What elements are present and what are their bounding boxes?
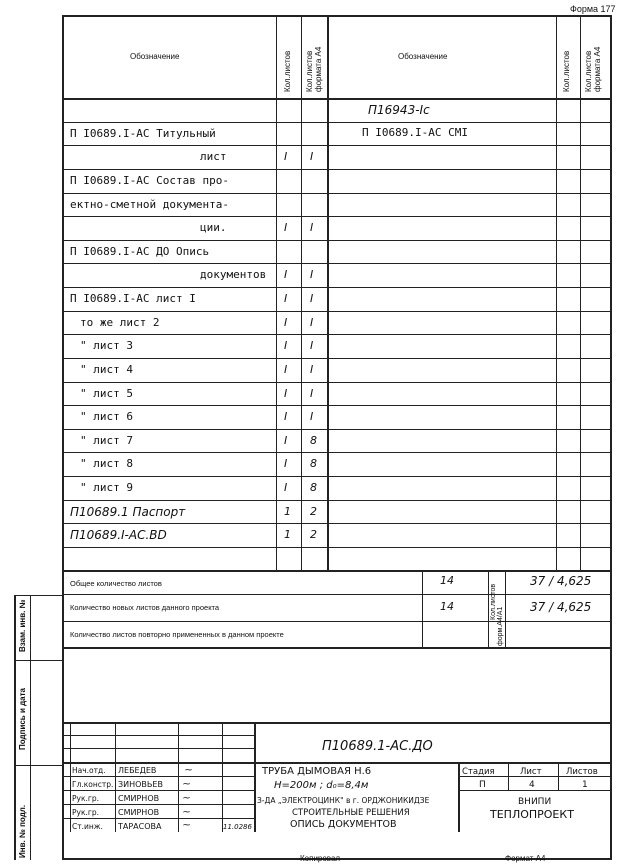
left-row-a4: 2 [310, 528, 317, 541]
left-row-a4: I [310, 268, 314, 281]
left-row-designation: " лист 8 [80, 457, 133, 470]
left-row-designation: лист [200, 150, 227, 163]
person-role: Рук.гр. [72, 794, 99, 803]
left-row-a4: 8 [310, 481, 317, 494]
left-row-designation: " лист 4 [80, 363, 133, 376]
left-row-count: I [284, 363, 288, 376]
left-row-a4: 8 [310, 457, 317, 470]
total-sheets-label: Общее количество листов [70, 579, 162, 588]
left-row-a4: I [310, 221, 314, 234]
left-row-designation: " лист 9 [80, 481, 133, 494]
person-role: Ст.инж. [72, 822, 103, 831]
stamp-inv-replace: Взам. инв. № [18, 599, 27, 652]
header-sheets-a4-left: Кол.листов формата А4 [305, 46, 323, 92]
header-sheets-count-left: Кол.листов [283, 50, 292, 92]
person-role: Нач.отд. [72, 766, 106, 775]
left-row-a4: I [310, 387, 314, 400]
left-row-count: I [284, 387, 288, 400]
total-sheets-a4: 37 / 4,625 [530, 574, 592, 588]
person-role: Рук.гр. [72, 808, 99, 817]
new-sheets-label: Количество новых листов данного проекта [70, 603, 220, 612]
title-doc-code: П10689.1-АС.ДО [322, 739, 433, 754]
left-row-count: I [284, 221, 288, 234]
new-sheets-a4: 37 / 4,625 [530, 600, 592, 614]
person-name: ЗИНОВЬЕВ [118, 780, 163, 789]
left-row-designation: ции. [200, 221, 227, 234]
left-row-designation: П I0689.I-АС Состав про- [70, 174, 229, 187]
person-name: СМИРНОВ [118, 808, 160, 817]
left-row-designation: " лист 5 [80, 387, 133, 400]
right-row-designation: П I0689.I-АС СМI [362, 126, 468, 139]
person-name: СМИРНОВ [118, 794, 160, 803]
left-row-designation: П I0689.I-АС ДО Опись [70, 245, 210, 258]
stamp-sign-date: Подпись и дата [18, 688, 27, 750]
left-row-count: I [284, 434, 288, 447]
stamp-inv-orig: Инв. № подл. [18, 804, 27, 858]
new-sheets-count: 14 [440, 600, 454, 613]
person-name: ТАРАСОВА [118, 822, 162, 831]
left-row-count: I [284, 316, 288, 329]
left-row-a4: 8 [310, 434, 317, 447]
title-line-5: ОПИСЬ ДОКУМЕНТОВ [290, 819, 397, 830]
left-row-a4: I [310, 410, 314, 423]
signature-1: ~ [184, 763, 194, 776]
org-line-1: ВНИПИ [518, 797, 552, 807]
left-row-count: I [284, 457, 288, 470]
header-designation-left: Обозначение [130, 52, 180, 61]
left-row-count: I [284, 150, 288, 163]
left-row-a4: I [310, 150, 314, 163]
header-sheets-count-right: Кол.листов [562, 50, 571, 92]
left-row-count: I [284, 268, 288, 281]
page-frame [62, 15, 612, 860]
org-line-2: ТЕПЛОПРОЕКТ [490, 808, 574, 821]
left-row-designation: П I0689.I-АС лист I [70, 292, 196, 305]
left-row-designation: " лист 3 [80, 339, 133, 352]
title-line-1: ТРУБА ДЫМОВАЯ Н.6 [262, 766, 372, 777]
signature-3: ~ [182, 791, 192, 804]
right-row-designation: П16943-Iс [368, 103, 430, 117]
left-row-count: I [284, 410, 288, 423]
left-row-designation: П10689.I-АС.ВD [70, 528, 167, 542]
totals-side-label-count: Кол.листов [490, 583, 497, 620]
left-row-count: I [284, 481, 288, 494]
person-name: ЛЕБЕДЕВ [118, 766, 157, 775]
left-row-designation: " лист 6 [80, 410, 133, 423]
totals-side-label-format: форм.А4/А1 [497, 606, 504, 646]
left-row-designation: " лист 7 [80, 434, 133, 447]
title-date: 11.0286 [223, 823, 252, 831]
signature-5: ~ [182, 818, 192, 831]
footer-format: Формат А4 [505, 854, 546, 863]
total-sheets-count: 14 [440, 574, 454, 587]
sheets-label: Листов [566, 767, 598, 777]
left-row-a4: I [310, 316, 314, 329]
left-row-count: I [284, 292, 288, 305]
title-line-4: СТРОИТЕЛЬНЫЕ РЕШЕНИЯ [292, 808, 410, 818]
footer-copied: Копировал [300, 854, 341, 863]
left-row-a4: I [310, 339, 314, 352]
left-row-a4: I [310, 363, 314, 376]
form-label: Форма 177 [570, 4, 616, 14]
header-sheets-a4-right: Кол.листов формата А4 [584, 46, 602, 92]
sheets-value: 1 [582, 780, 588, 790]
left-row-count: 1 [284, 505, 291, 518]
stage-value: П [479, 780, 486, 790]
left-row-designation: П10689.1 Паспорт [70, 505, 186, 519]
signature-4: ~ [182, 805, 192, 818]
left-row-designation: документов [200, 268, 267, 281]
left-row-count: 1 [284, 528, 291, 541]
left-row-designation: П I0689.I-АС Титульный [70, 127, 216, 140]
signature-2: ~ [182, 777, 192, 790]
sheet-label: Лист [520, 767, 542, 777]
header-designation-right: Обозначение [398, 52, 448, 61]
title-line-2: Н=200м ; d₀=8,4м [274, 780, 369, 791]
reused-sheets-label: Количество листов повторно примененных в данном проекте [70, 630, 284, 639]
title-line-3: З-ДА „ЭЛЕКТРОЦИНК" в г. ОРДЖОНИКИДЗЕ [257, 796, 430, 805]
sheet-value: 4 [529, 780, 535, 790]
left-row-designation: то же лист 2 [80, 316, 160, 329]
left-row-a4: I [310, 292, 314, 305]
left-row-designation: ектно-сметной документа- [70, 198, 229, 211]
stage-label: Стадия [462, 767, 495, 777]
person-role: Гл.констр. [72, 780, 114, 789]
left-row-a4: 2 [310, 505, 317, 518]
left-row-count: I [284, 339, 288, 352]
